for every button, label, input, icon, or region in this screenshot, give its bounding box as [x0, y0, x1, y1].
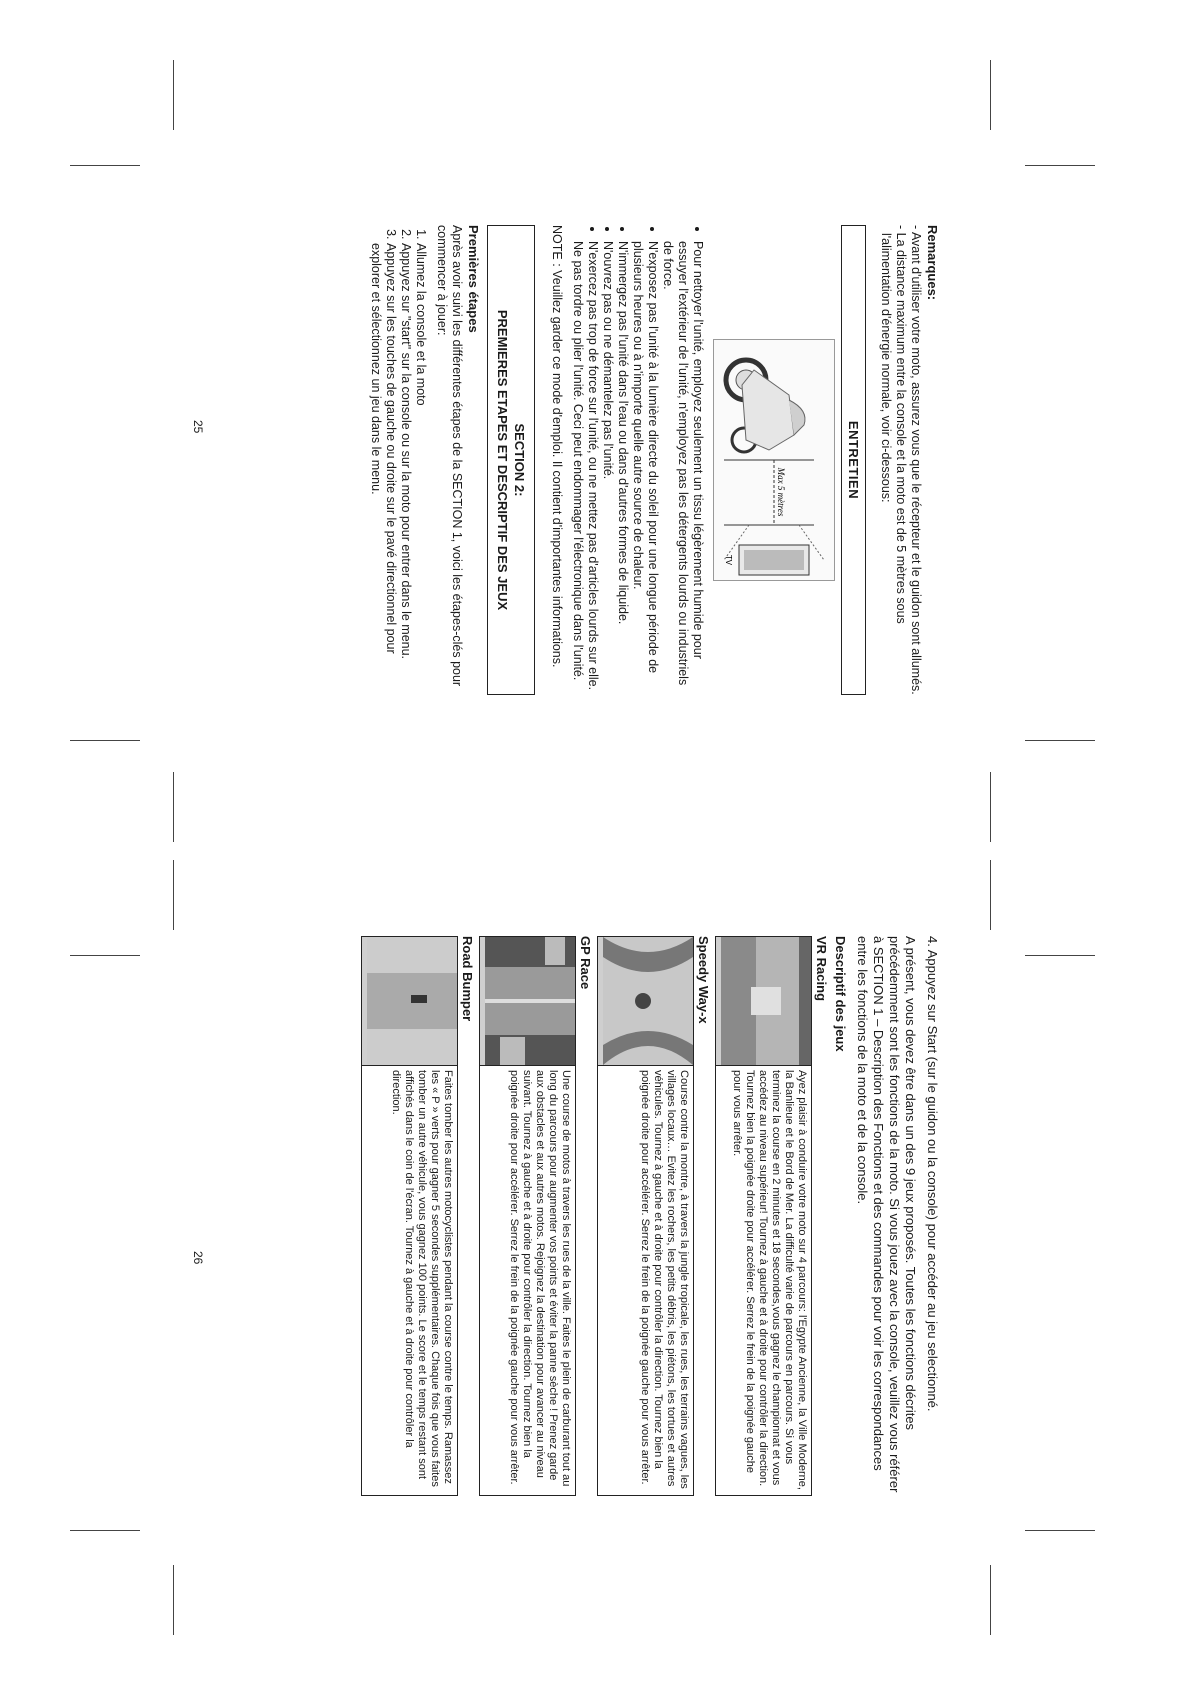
distance-figure — [713, 339, 835, 581]
game-row — [361, 936, 458, 1496]
first-steps-title: Premières étapes — [466, 225, 481, 333]
game-screenshot — [598, 937, 693, 1066]
page-number: 25 — [191, 420, 205, 434]
section-2-box — [487, 225, 535, 695]
section-title-line-1: SECTION 2: — [512, 423, 527, 497]
game-row — [597, 936, 694, 1496]
first-steps-list — [368, 225, 428, 695]
maintenance-item: • N'immergez pas l'unité dans l'eau ou dans d'autres formes de liquide. — [615, 241, 630, 695]
game-screenshot — [716, 937, 811, 1066]
step-item: 3. Appuyez sur les touches de gauche ou droite sur le pavé directionnel pour explorer et sélectionnez un jeu dans le menu. — [368, 243, 398, 695]
page-25-content — [362, 225, 940, 695]
remarks-title: Remarques: — [925, 225, 940, 301]
games-intro: A présent, vous devez être dans un des 9 jeux proposés. Toutes les fonctions décrites précédemment sont les fonctions de la moto. Si vous jouez avec la console, veuillez vous référer à SECTION 1 – Description des Fonctions et des commandes pour voir les correspondances entre les fonctions de la moto et de la console. — [855, 936, 918, 1493]
tv-icon — [739, 545, 809, 575]
maintenance-title: ENTRETIEN — [841, 225, 866, 695]
motorcycle-icon — [726, 360, 805, 452]
step-4: 4. Appuyez sur Start (sur le guidon ou la console) pour accéder au jeu selectionné. — [925, 936, 940, 1412]
page-26 — [0, 841, 1190, 1682]
games-title: Descriptif des jeux — [833, 936, 848, 1052]
distance-label: Max 5 mètres — [776, 467, 786, 517]
note-text: NOTE : Veuillez garder ce mode d'emploi. Il contient d'importantes informations. — [550, 225, 564, 668]
game-description: Une course de motos à travers les rues de la ville. Faites le plein de carburant tout au long du parcours pour augmenter vos points et éviter la panne sèche ! Prenez garde aux obstacles et aux autres motos. Rejoignez la destination pour avancer au niveau suivant. Tournez à gauche et à droite pour contrôler la direction. Tournez bien la poignée droite pour accélérer. Serrez le frein de la poignée gauche pour vous arrêter. — [508, 1070, 572, 1487]
first-steps-intro: Après avoir suivi les différentes étapes de la SECTION 1, voici les étapes-clés pour commencer à jouer: — [435, 225, 464, 687]
step-item: 1. Allumez la console et la moto — [413, 243, 428, 695]
maintenance-item: • Pour nettoyer l'unité, employez seulement un tissu légèrement humide pour essuyer l'extérieur de l'unité, n'employez pas les détergents lourds ou industriels de force. — [660, 241, 705, 695]
maintenance-item: • N'exercez pas trop de force sur l'unité, ou ne mettez pas d'articles lourds sur elle. Ne pas tordre ou plier l'unité. Ceci peut endommager l'électronique dans l'unité. — [570, 241, 600, 695]
game-screenshot — [362, 937, 457, 1066]
maintenance-item: • N'ouvrez pas ou ne démantelez pas l'unité. — [600, 241, 615, 695]
game-screenshot — [480, 937, 575, 1066]
maintenance-item: • N'exposez pas l'unité à la lumière directe du soleil pour une longue période de plusieurs heures ou à n'importe quelle autre source de chaleur. — [630, 241, 660, 695]
game-description: Faites tomber les autres motocyclistes pendant la course contre le temps. Ramassez les « P » verts pour gagner 5 secondes supplémentaires. Chaque fois que vous faites tomber un autre véhicule, vous gagnez 100 points. Le score et le temps restant sont affichés dans le coin de l'écran. Tournez à gauche et à droite pour contrôler la direction. — [390, 1070, 454, 1487]
game-row — [479, 936, 576, 1496]
game-description: Ayez plaisir à conduire votre moto sur 4 parcours: l'Egypte Ancienne, la Ville Moderne, la Banlieue et le Bord de Mer. La difficulté varie de parcours en parcours. Si vous terminez la course en 2 minutes et 18 secondes,vous gagnez le championnat et vous accédez au niveau supérieur! Tournez à gauche et à droite pour contrôler la direction. Tournez bien la poignée droite pour accélérer. Serrez le frein de la poignée gauche pour vous arrêter. — [731, 1070, 808, 1490]
motorcycle-tv-illustration — [714, 340, 834, 580]
page-26-content — [357, 936, 940, 1496]
step-item: 2. Appuyez sur "start" sur la console ou sur la moto pour entrer dans le menu. — [398, 243, 413, 695]
game-name: VR Racing — [814, 936, 829, 1002]
remark-item: - La distance maximum entre la console et la moto est de 5 mètres sous l'alimentation d'énergie normale, voir ci-dessous: — [879, 225, 908, 624]
section-title-line-2: PREMIERES ETAPES ET DESCRIPTIF DES JEUX — [495, 309, 510, 611]
game-name: Speedy Way-x — [696, 936, 711, 1024]
game-row — [715, 936, 812, 1496]
remark-item: - Avant d'utiliser votre moto, assurez vous que le récepteur et le guidon sont allumés. — [909, 225, 923, 695]
game-name: Road Bumper — [460, 936, 475, 1022]
tv-label: TV — [724, 554, 733, 566]
page-number: 26 — [191, 1251, 205, 1265]
maintenance-list — [570, 225, 705, 695]
game-name: GP Race — [578, 936, 593, 990]
game-description: Course contre la montre, à travers la jungle tropicale, les rues, les terrains vagues, les villages locaux… Evitez les rochers, les petits débris, les piétons, les tortues et autres véhicules. Tournez à gauche et à droite pour contrôler la direction. Tournez bien la poignée droite pour accélérer. Serrez le frein de la poignée gauche pour vous arrêter. — [639, 1070, 690, 1489]
